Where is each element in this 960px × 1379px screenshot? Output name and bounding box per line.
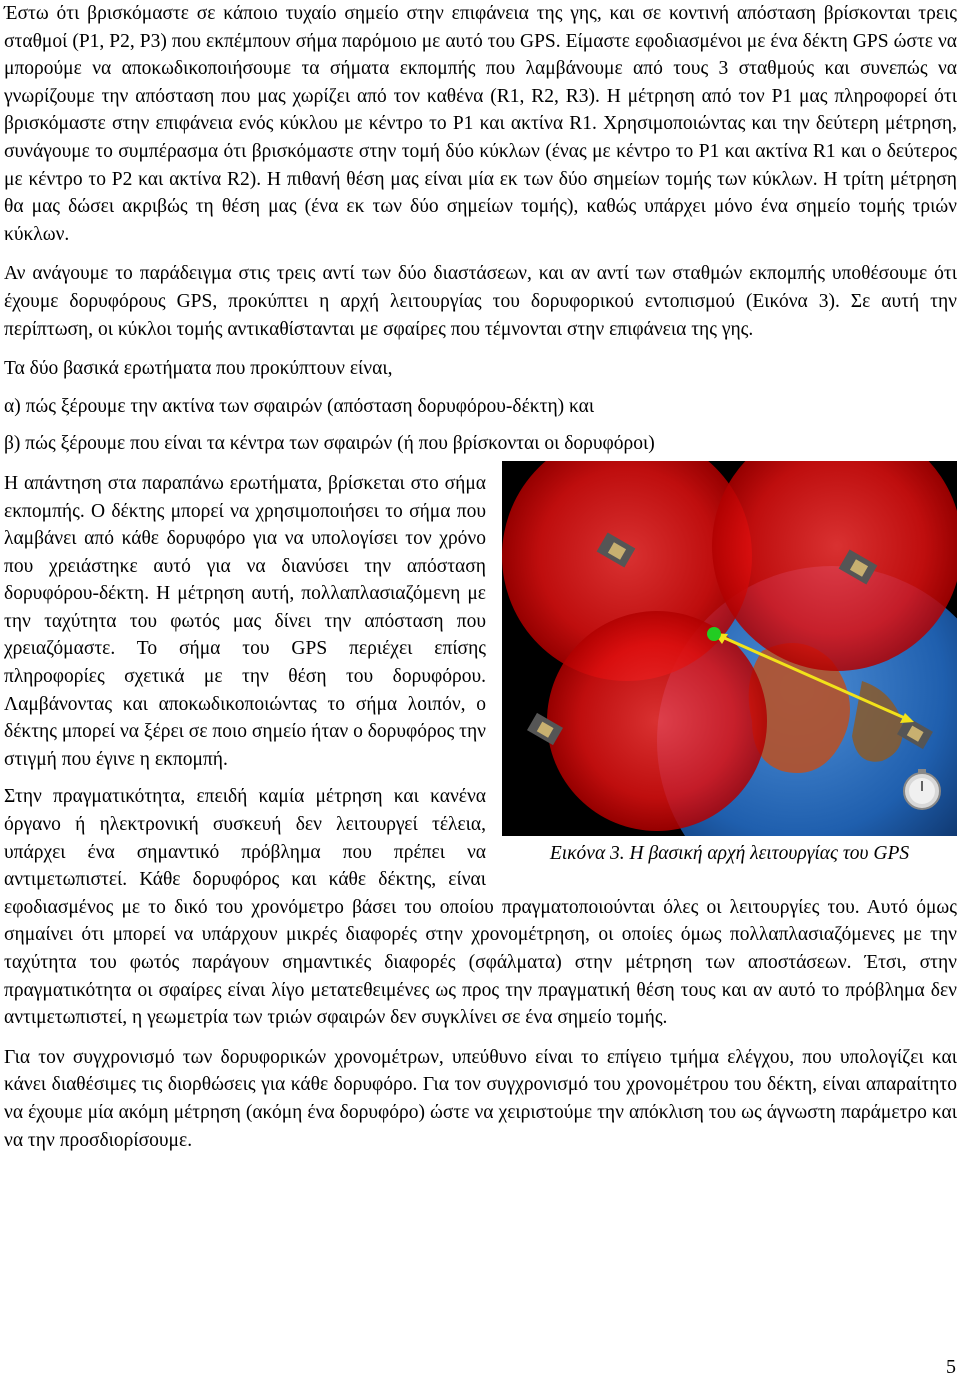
paragraph-question-b: β) πώς ξέρουμε που είναι τα κέντρα των σφαιρών (ή που βρίσκονται οι δορυφόροι): [4, 433, 655, 455]
document-page: [4, 0, 957, 1154]
sphere-3: [547, 611, 767, 831]
paragraph-synchronization: Για τον συγχρονισμό των δορυφορικών χρονομέτρων, υπεύθυνο είναι το επίγειο τμήμα ελέγχου, που υπολογίζει και κάνει διαθέσιμες τις διορθώσεις για κάθε δορυφόρο. Για τον συγχρονισμό του χρονομέτρου του δέκτη, είναι απαραίτητο να έχουμε μία ακόμη μέτρηση (ακόμη ένα δορυφόρο) ώστε να χειριστούμε την απόκλιση του ως άγνωστη παράμετρο και να την προσδιορίσουμε.: [4, 1046, 957, 1151]
paragraph-question-a: α) πώς ξέρουμε την ακτίνα των σφαιρών (απόσταση δορυφόρου-δέκτη) και: [4, 395, 595, 417]
page-number: 5: [946, 1356, 956, 1378]
receiver-point: [707, 627, 721, 641]
gps-principle-illustration: [502, 461, 957, 836]
paragraph-station-example: Έστω ότι βρισκόμαστε σε κάποιο τυχαίο σημείο στην επιφάνεια της γης, και σε κοντινή απόσταση βρίσκονται τρεις σταθμοί (P1, P2, P3) που εκπέμπουν σήμα παρόμοιο με αυτό του GPS. Είμαστε εφοδιασμένοι με ένα δέκτη GPS ώστε να μπορούμε να αποκωδικοποιήσουμε τα σήματα εκπομπής που λαμβάνουμε από τους 3 σταθμούς και συνεπώς να γνωρίζουμε την απόσταση που μας χωρίζει από τον καθένα (R1, R2, R3). Η μέτρηση από τον P1 μας πληροφορεί ότι βρισκόμαστε στην επιφάνεια ενός κύκλου με κέντρο το P1 και ακτίνα R1. Χρησιμοποιώντας και την δεύτερη μέτρηση, συνάγουμε το συμπέρασμα ότι βρισκόμαστε στην τομή δύο κύκλων (ένας με κέντρο το P1 και ακτίνα R1 και ο δεύτερος με κέντρο το P2 και ακτίνα R2). Η πιθανή θέση μας είναι μία εκ των δύο σημείων τομής των κύκλων. Η τρίτη μέτρηση θα μας δώσει ακριβώς τη θέση μας (ένα εκ των δύο σημείων τομής), καθώς υπάρχει μόνο ένα σημείο τομής τριών κύκλων.: [4, 3, 957, 245]
paragraph-three-dimensions: Αν ανάγουμε το παράδειγμα στις τρεις αντί των δύο διαστάσεων, και αν αντί των σταθμών εκπομπής υποθέσουμε ότι έχουμε δορυφόρους GPS, προκύπτει η αρχή λειτουργίας του δορυφορικού εντοπισμού (Εικόνα 3). Σε αυτή την περίπτωση, οι κύκλοι τομής αντικαθίστανται με σφαίρες που τέμνονται στην επιφάνεια της γης.: [4, 263, 957, 340]
gps-figure: [502, 461, 957, 868]
paragraph-questions-intro: Τα δύο βασικά ερωτήματα που προκύπτουν είναι,: [4, 358, 393, 380]
paragraph-answer: Η απάντηση στα παραπάνω ερωτήματα, βρίσκεται στο σήμα εκπομπής. Ο δέκτης μπορεί να χρησιμοποιήσει το σήμα που λαμβάνει από κάθε δορυφόρο για να υπολογίσει τον χρόνο που χρειάστηκε αυτό για να διανύσει την απόσταση δορυφόρου-δέκτη. Η μέτρηση αυτή, πολλαπλασιαζόμενη με την ταχύτητα του φωτός μας δίνει την απόσταση που χρειαζόμαστε. Το σήμα του GPS περιέχει επίσης πληροφορίες σχετικά με την θέση του δορυφόρου. Λαμβάνοντας και αποκωδικοποιώντας το σήμα λοιπόν, ο δέκτης μπορεί να ξέρει σε ποιο σημείο ήταν ο δορυφόρος την στιγμή που έγινε η εκπομπή.: [4, 472, 486, 770]
paragraph-timing-problem: Στην πραγματικότητα, επειδή καμία μέτρηση και κανένα όργανο ή ηλεκτρονική συσκευή δεν λειτουργεί τέλεια, υπάρχει ένα σημαντικό πρόβλημα που πρέπει να αντιμετωπιστεί. Κάθε δορυφόρος και κάθε δέκτης, είναι εφοδιασμένος με το δικό του χρονόμετρο βάσει του οποίου πραγματοποιούνται όλες οι λειτουργίες του. Αυτό όμως σημαίνει ότι μπορεί να υπάρχουν μικρές διαφορές στην χρονομέτρηση, οι οποίες όμως πολλαπλασιαζόμενες με την ταχύτητα του φωτός παράγουν σημαντικές διαφορές (σφάλματα) στην μέτρηση των αποστάσεων. Έτσι, στην πραγματικότητα οι σφαίρες είναι λίγο μετατεθειμένες ως προς την πραγματική θέση τους και αν αυτό το πρόβλημα δεν αντιμετωπιστεί, η γεωμετρία των τριών σφαιρών δεν συγκλίνει σε ένα σημείο τομής.: [4, 786, 957, 1029]
figure-caption: Εικόνα 3. Η βασική αρχή λειτουργίας του GPS: [549, 842, 910, 864]
